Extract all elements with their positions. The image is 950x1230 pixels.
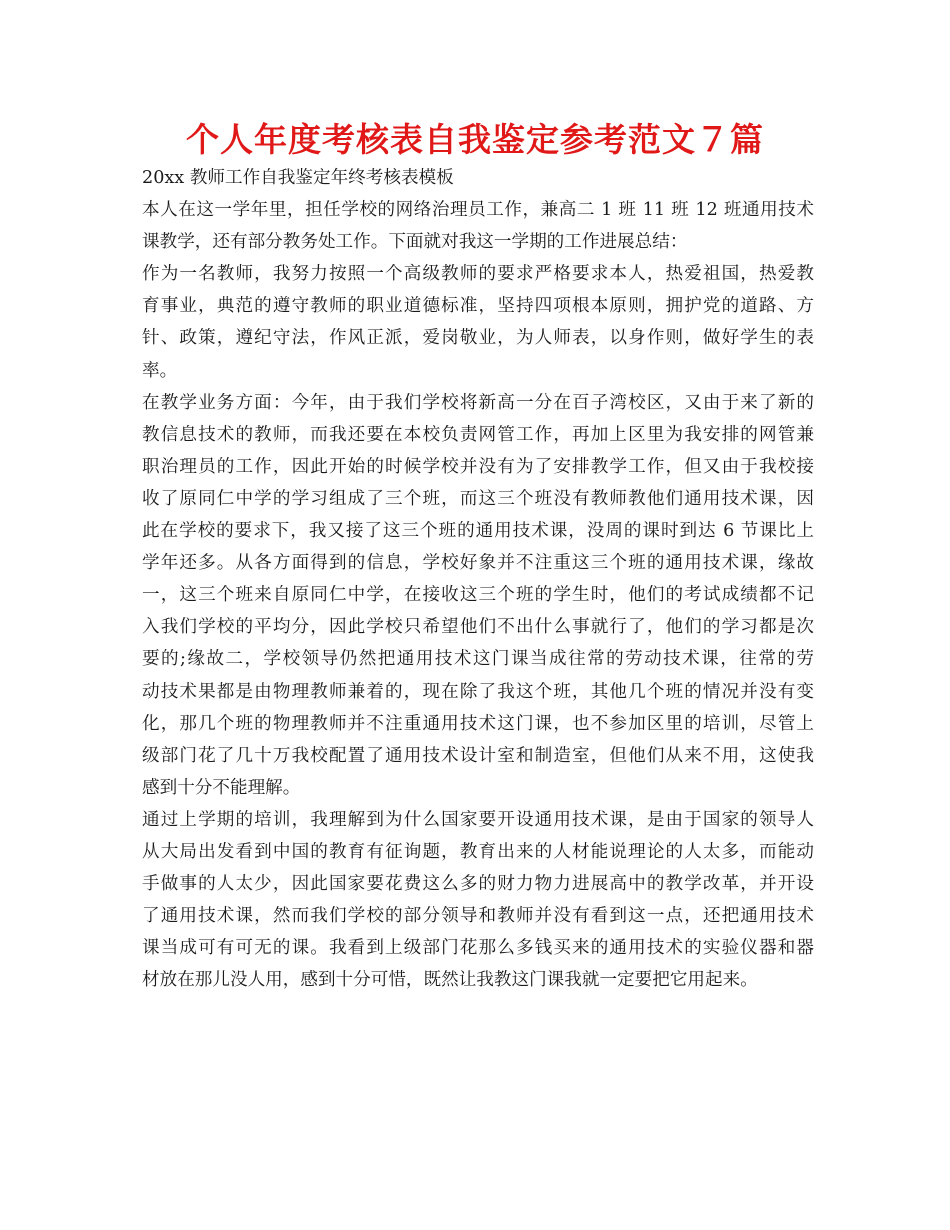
- body-line: 育事业，典范的遵守教师的职业道德标准，坚持四项根本原则，拥护党的道路、方: [142, 296, 814, 317]
- body-line: 收了原同仁中学的学习组成了三个班，而这三个班没有教师教他们通用技术课，因: [142, 488, 814, 509]
- body-line: 一，这三个班来自原同仁中学，在接收这三个班的学生时，他们的考试成绩都不记: [142, 585, 814, 606]
- body-line: 职治理员的工作，因此开始的时候学校并没有为了安排教学工作，但又由于我校接: [142, 456, 814, 477]
- document-body: [142, 162, 814, 996]
- body-line-subtitle: 20xx 教师工作自我鉴定年终考核表模板: [142, 168, 454, 188]
- body-line: 手做事的人太少，因此国家要花费这么多的财力物力进展高中的教学改革，并开设: [142, 874, 814, 895]
- body-line: 化，那几个班的物理教师并不注重通用技术这门课，也不参加区里的培训，尽管上: [142, 713, 814, 734]
- body-line: 动技术果都是由物理教师兼着的，现在除了我这个班，其他几个班的情况并没有变: [142, 681, 814, 702]
- body-line: 教信息技术的教师，而我还要在本校负责网管工作，再加上区里为我安排的网管兼: [142, 424, 814, 445]
- body-line: 此在学校的要求下，我又接了这三个班的通用技术课，没周的课时到达 6 节课比上: [142, 521, 814, 542]
- body-line: 学年还多。从各方面得到的信息，学校好象并不注重这三个班的通用技术课，缘故: [142, 553, 814, 574]
- body-line: 材放在那儿没人用，感到十分可惜，既然让我教这门课我就一定要把它用起来。: [142, 970, 758, 991]
- body-line: 通过上学期的培训，我理解到为什么国家要开设通用技术课，是由于国家的领导人: [142, 809, 814, 830]
- body-line: 感到十分不能理解。: [142, 777, 301, 798]
- body-line: 级部门花了几十万我校配置了通用技术设计室和制造室，但他们从来不用，这使我: [142, 745, 814, 766]
- body-line: 作为一名教师，我努力按照一个高级教师的要求严格要求本人，热爱祖国，热爱教: [142, 264, 814, 285]
- body-line: 从大局出发看到中国的教育有征询题，教育出来的人材能说理论的人太多，而能动: [142, 841, 814, 862]
- body-line: 本人在这一学年里，担任学校的网络治理员工作，兼高二 1 班 11 班 12 班通用技术: [142, 200, 814, 221]
- body-line: 了通用技术课，然而我们学校的部分领导和教师并没有看到这一点，还把通用技术: [142, 906, 814, 927]
- body-line: 入我们学校的平均分，因此学校只希望他们不出什么事就行了，他们的学习都是次: [142, 617, 814, 638]
- body-line: 课教学，还有部分教务处工作。下面就对我这一学期的工作进展总结：: [142, 232, 688, 253]
- body-line: 率。: [142, 360, 178, 381]
- body-line: 在教学业务方面：今年，由于我们学校将新高一分在百子湾校区，又由于来了新的: [142, 392, 814, 413]
- document-title: 个人年度考核表自我鉴定参考范文７篇: [186, 120, 764, 159]
- body-line: 针、政策，遵纪守法，作风正派，爱岗敬业，为人师表，以身作则，做好学生的表: [142, 328, 814, 349]
- body-line: 要的;缘故二，学校领导仍然把通用技术这门课当成往常的劳动技术课，往常的劳: [142, 649, 814, 670]
- body-line: 课当成可有可无的课。我看到上级部门花那么多钱买来的通用技术的实验仪器和器: [142, 938, 814, 959]
